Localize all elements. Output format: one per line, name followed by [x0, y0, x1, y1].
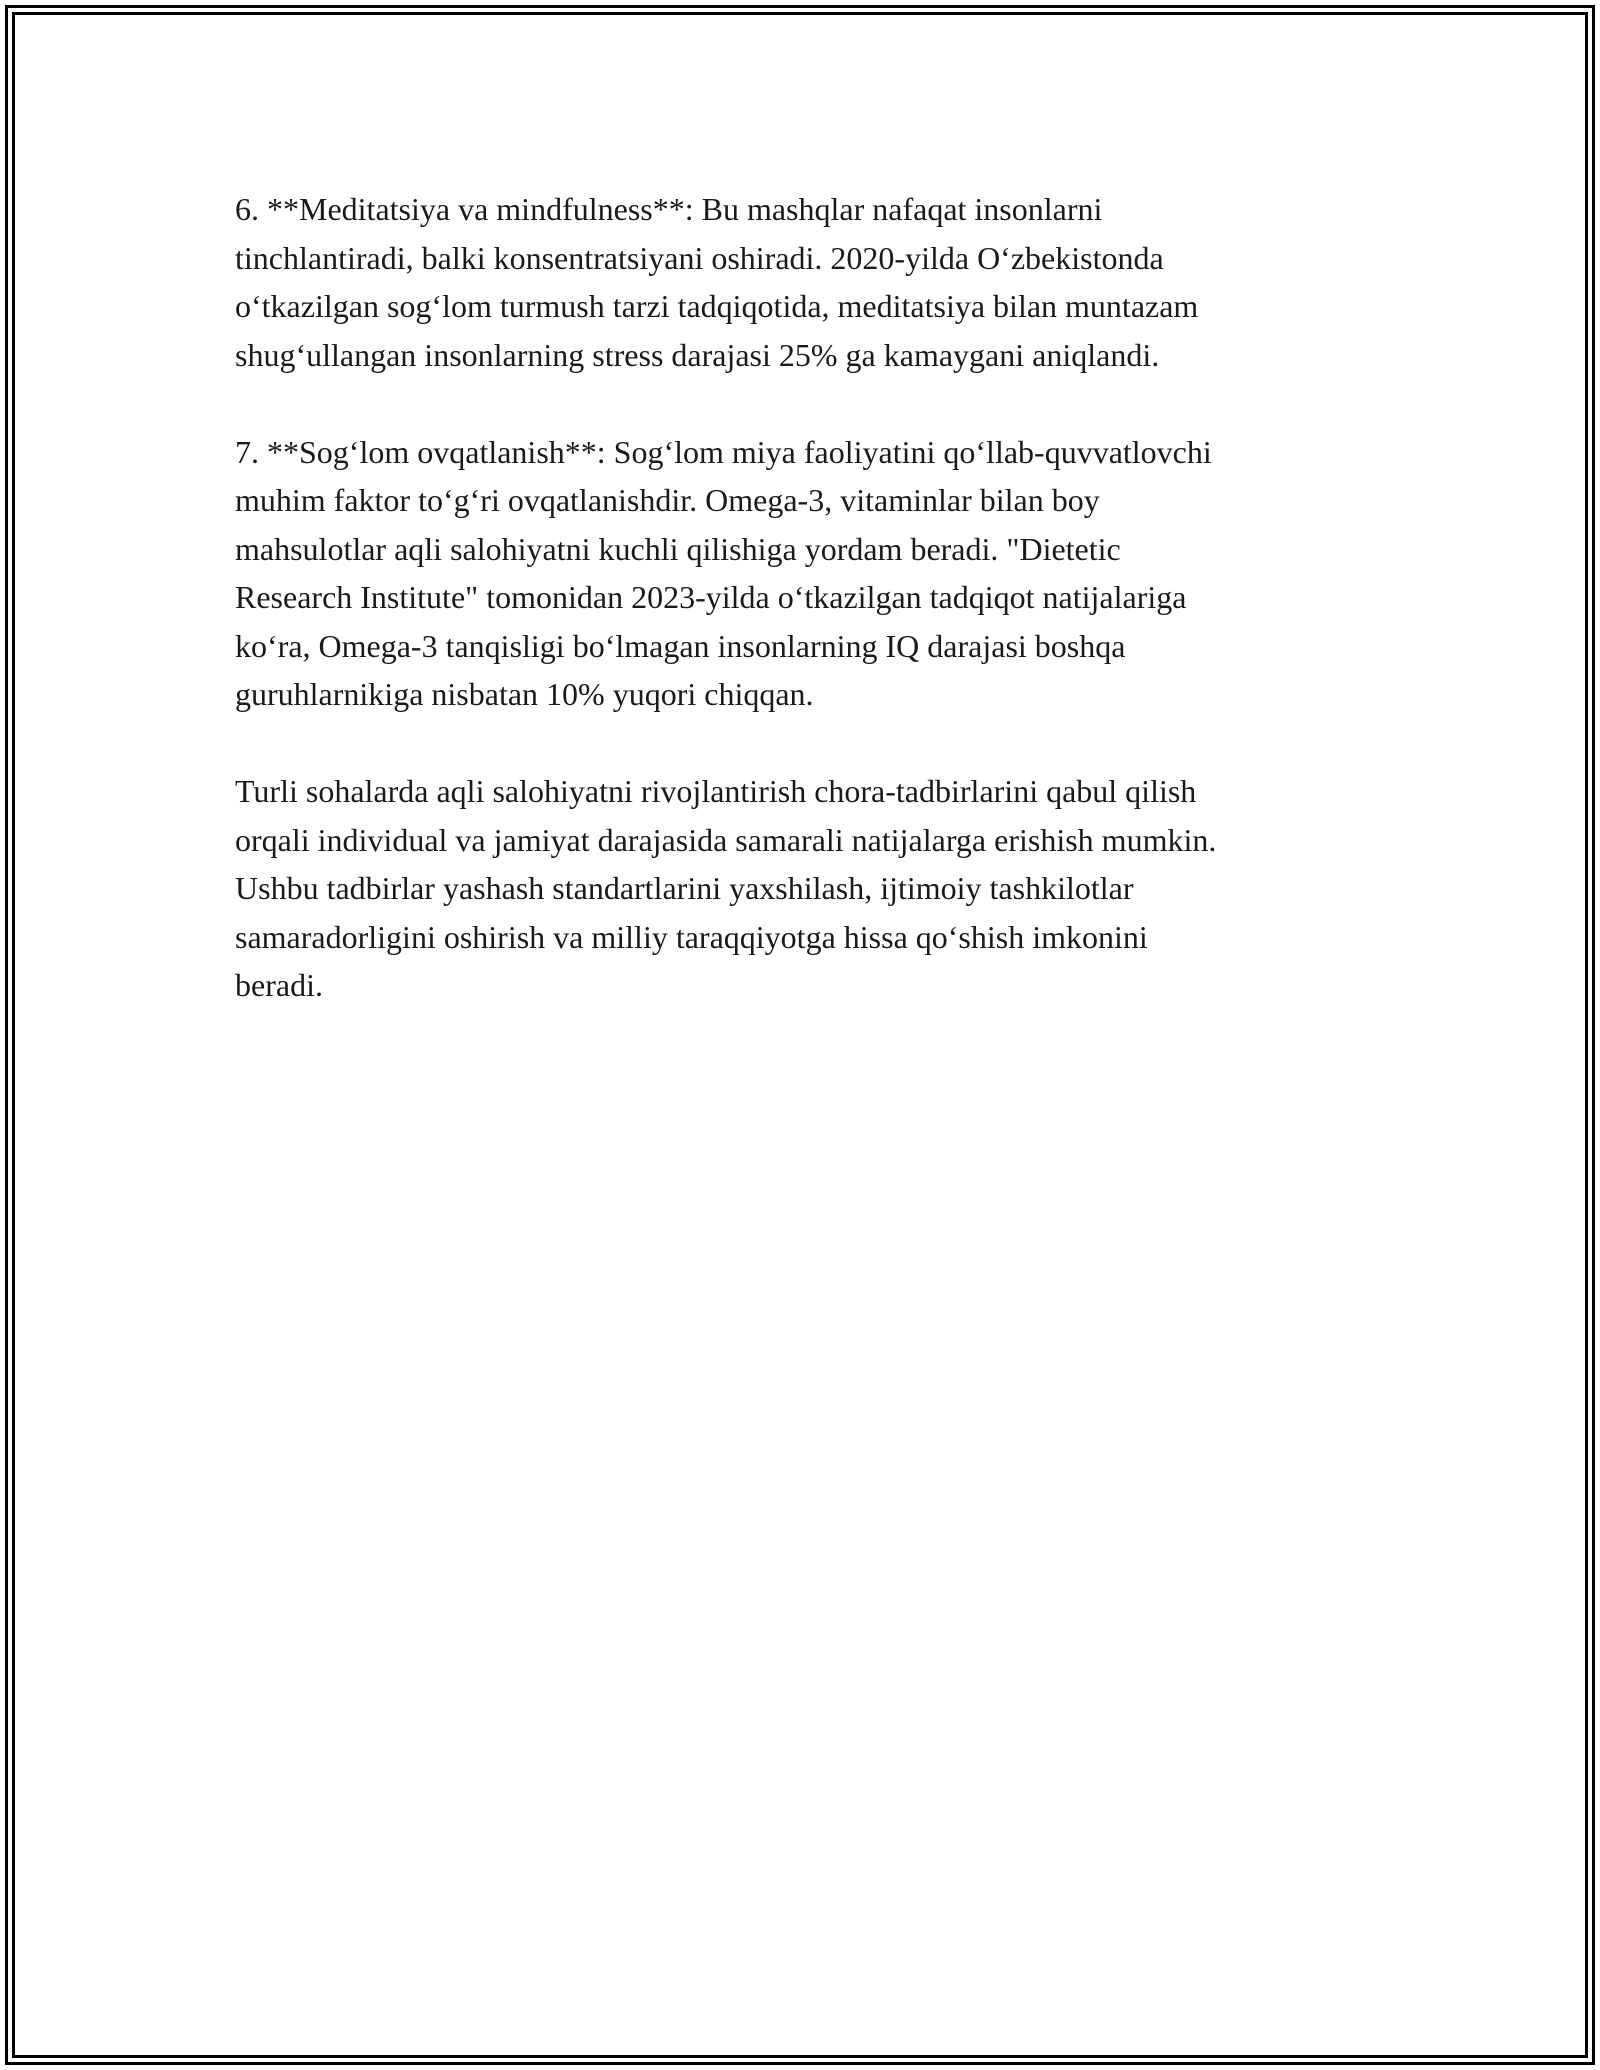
paragraph-conclusion: Turli sohalarda aqli salohiyatni rivojlantirish chora-tadbirlarini qabul qilish orqali individual va jamiyat darajasida samarali natijalarga erishish mumkin. Ushbu tadbirlar yashash standartlarini yaxshilash, ijtimoiy tashkilotlar samaradorligini oshirish va milliy taraqqiyotga hissa qo‘shish imkonini beradi.	[235, 773, 1217, 1003]
paragraph-nutrition: 7. **Sog‘lom ovqatlanish**: Sog‘lom miya faoliyatini qo‘llab-quvvatlovchi muhim faktor to‘g‘ri ovqatlanishdir. Omega-3, vitaminlar bilan boy mahsulotlar aqli salohiyatni kuchli qilishiga yordam beradi. "Dietetic Research Institute" tomonidan 2023-yilda o‘tkazilgan tadqiqot natijalariga ko‘ra, Omega-3 tanqisligi bo‘lmagan insonlarning IQ darajasi boshqa guruhlarnikiga nisbatan 10% yuqori chiqqan.	[235, 433, 1212, 712]
paragraph-meditation: 6. **Meditatsiya va mindfulness**: Bu mashqlar nafaqat insonlarni tinchlantiradi, balki konsentratsiyani oshiradi. 2020-yilda O‘zbekistonda o‘tkazilgan sog‘lom turmush tarzi tadqiqotida, meditatsiya bilan muntazam shug‘ullangan insonlarning stress darajasi 25% ga kamaygani aniqlandi.	[235, 191, 1199, 373]
document-body	[235, 185, 1385, 1058]
